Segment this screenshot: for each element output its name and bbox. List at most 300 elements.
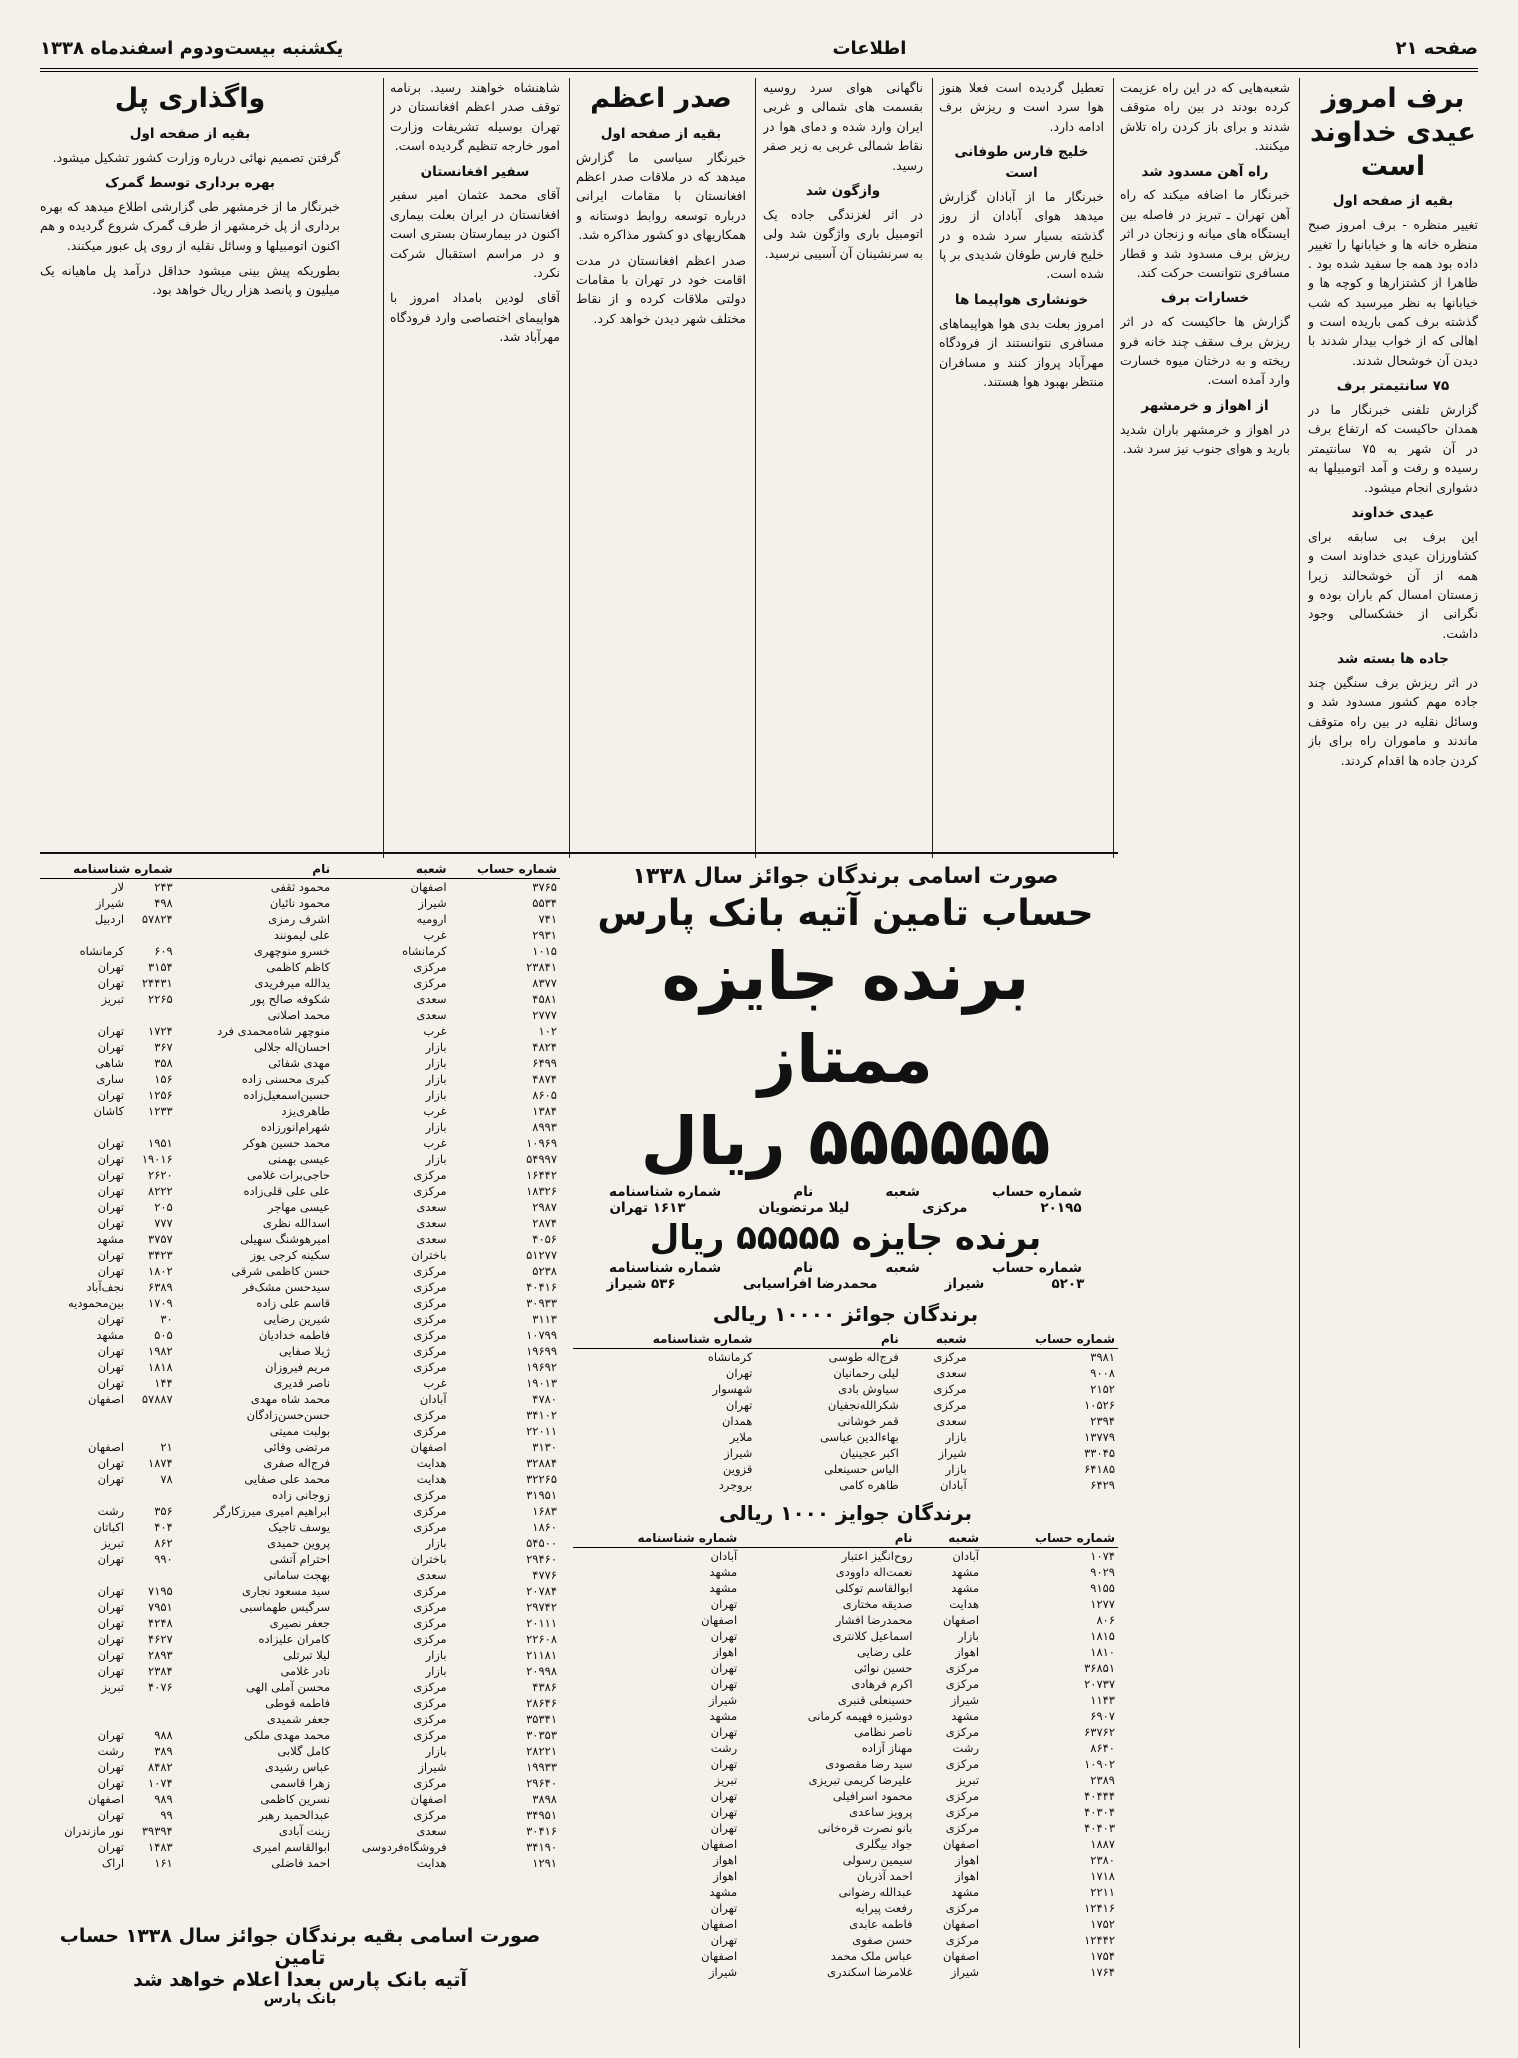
table-cell: مرکزی [413, 1360, 447, 1374]
table-cell: ۱۸۶۰ [532, 1520, 557, 1534]
table-row [40, 1007, 560, 1023]
table-cell: کامران علیزاده [258, 1632, 331, 1646]
table-cell: باختران [411, 1248, 447, 1262]
table-row [40, 1727, 560, 1743]
table-row [40, 1679, 560, 1695]
table-cell: ۵۷۸۲۴ [141, 912, 173, 926]
ten-thousand-table [573, 1330, 1118, 1493]
table-cell: تهران [710, 1676, 738, 1691]
table-cell: ۱۵۶ [154, 1072, 173, 1086]
table-cell: تبریز [101, 1680, 125, 1694]
table-cell: سکینه کرجی یوز [250, 1248, 331, 1262]
article-paragraph: صدر اعظم افغانستان در مدت اقامت خود در تهران با مقامات دولتی ملاقات کرده و از نقاط مختلف شهر دیدن خواهد کرد. [576, 252, 746, 326]
table-cell: تهران [97, 1760, 125, 1774]
table-cell: مرکزی [945, 1788, 980, 1803]
table-cell: پروین حمیدی [267, 1536, 331, 1550]
table-cell: طاهری‌یزد [281, 1104, 331, 1118]
table-cell: بازار [425, 1744, 447, 1758]
table-cell: علی علی قلی‌زاده [243, 1184, 331, 1198]
table-cell: ۱۴۸۳ [148, 1840, 173, 1854]
table-cell: ۲۸۶۴۶ [526, 1696, 557, 1710]
col-header-branch: شعبه [916, 1529, 983, 1548]
table-row [40, 1103, 560, 1119]
table-cell: اصفهان [88, 1392, 125, 1406]
table-cell: بازار [958, 1628, 980, 1643]
col-header-id: شماره شناسنامه [573, 1529, 740, 1548]
table-row [573, 1461, 1118, 1477]
table-cell: ژیلا صفایی [278, 1344, 331, 1358]
table-cell: ۵۲۳۸ [532, 1264, 557, 1278]
table-cell: حسینعلی قنبری [837, 1692, 913, 1707]
table-cell: ۲۳۸۴۱ [526, 960, 557, 974]
table-cell: ۹۹۰ [154, 1552, 173, 1566]
table-cell: نادر غلامی [280, 1664, 331, 1678]
table-cell: تهران [710, 1660, 738, 1675]
table-cell: غرب [423, 1376, 447, 1390]
table-cell: تهران [97, 1088, 125, 1102]
table-cell: مرکزی [945, 1676, 980, 1691]
table-cell: علیرضا کریمی تبریزی [808, 1772, 913, 1787]
table-cell: ۳۱۵۴ [148, 960, 173, 974]
table-row [40, 1183, 560, 1199]
table-cell: محسن آملی الهی [245, 1680, 331, 1694]
table-cell: فاطمه خدادیان [258, 1328, 331, 1342]
table-cell: فاطمه عابدی [849, 1916, 913, 1931]
table-cell: تهران [97, 1040, 125, 1054]
table-cell: مرکزی [945, 1756, 980, 1771]
table-cell: هدایت [949, 1596, 980, 1611]
table-cell [40, 1695, 127, 1711]
table-cell: مرکزی [413, 1520, 447, 1534]
table-row [40, 879, 560, 896]
col-header-name: نام [755, 1330, 901, 1349]
table-cell: روح‌انگیز اعتبار [841, 1548, 913, 1563]
table-cell: ۹۰۰۸ [1090, 1365, 1115, 1380]
column-rule [1299, 78, 1300, 2048]
table-cell: مرکزی [413, 1312, 447, 1326]
table-row [40, 1599, 560, 1615]
table-cell: اهواز [955, 1868, 980, 1883]
article-cold [763, 78, 923, 848]
table-cell: سعدی [416, 1008, 447, 1022]
table-cell: تهران [710, 1820, 738, 1835]
table-cell: علی لیمونند [273, 928, 331, 942]
winner-header [573, 1184, 1118, 1200]
table-cell: ۱۴۴ [154, 1376, 173, 1390]
table-cell: ۳۰۳۵۳ [526, 1728, 557, 1742]
lottery-main [573, 860, 1118, 1980]
table-row [40, 1407, 560, 1423]
table-cell: ۷۸ [160, 1472, 173, 1486]
table-row [573, 1365, 1118, 1381]
table-cell: ۵۰۵ [154, 1328, 173, 1342]
table-cell: تهران [97, 1136, 125, 1150]
table-row [573, 1916, 1118, 1932]
subheading: ۷۵ سانتیمتر برف [1336, 378, 1450, 395]
article-snow-cont [1120, 78, 1290, 1378]
table-row [40, 1823, 560, 1839]
table-cell: ۳۹۳۹۴ [141, 1824, 173, 1838]
table-cell: کبری محسنی زاده [241, 1072, 331, 1086]
table-cell: مرکزی [945, 1820, 980, 1835]
table-cell: ۱۰۲ [538, 1024, 557, 1038]
table-cell: ۹۰۲۹ [1090, 1564, 1115, 1579]
table-cell: ۳۲۲۶۵ [526, 1472, 557, 1486]
table-cell: ۲۶۲۰ [148, 1168, 173, 1182]
table-cell: ملایر [729, 1429, 753, 1444]
issue-date: یکشنبه بیست‌ودوم اسفندماه ۱۳۳۸ [40, 37, 344, 59]
table-cell: فرج‌اله طوسی [828, 1349, 899, 1364]
col-header-account: شماره حساب [970, 1330, 1118, 1349]
article-paragraph: شاهنشاه خواهند رسید. برنامه توقف صدر اعظم افغانستان در تهران بوسیله تشریفات وزارت امور خارجه تنظیم گردیده است. [390, 80, 560, 154]
table-cell: خسرو منوچهری [253, 944, 331, 958]
page-number: صفحه ۲۱ [1395, 37, 1478, 59]
table-cell: ۱۷۱۸ [1090, 1868, 1115, 1883]
table-cell: ۴۰۷۶ [148, 1680, 173, 1694]
table-cell: ۳۸۹۸ [532, 1792, 557, 1806]
table-cell: اصفهان [88, 1440, 125, 1454]
table-cell: طاهره کامی [839, 1477, 899, 1492]
table-cell: آبادان [710, 1548, 738, 1563]
table-cell: مرکزی [413, 1408, 447, 1422]
table-cell: غرب [423, 1136, 447, 1150]
table-cell: تهران [710, 1596, 738, 1611]
lottery-winners-section [40, 860, 1118, 2007]
table-cell: ۲۸۲۲۱ [526, 1744, 557, 1758]
table-cell: سعدی [416, 1200, 447, 1214]
table-cell: مرکزی [933, 1381, 967, 1396]
table-cell: ۱۳۷۷۹ [1084, 1429, 1115, 1444]
table-cell: کرمانشاه [402, 944, 447, 958]
table-row [40, 1295, 560, 1311]
table-cell: مرکزی [413, 1728, 447, 1742]
table-row [40, 1151, 560, 1167]
subheading: بهره برداری توسط گمرک [104, 175, 275, 192]
table-row [40, 1087, 560, 1103]
table-cell: تهران [97, 1552, 125, 1566]
table-cell: مرکزی [413, 1296, 447, 1310]
headline-snow: برف امروز عیدی خداوند است [1309, 83, 1477, 182]
table-cell: تهران [97, 1472, 125, 1486]
table-cell: ۳۵۶ [154, 1504, 173, 1518]
table-cell: مرکزی [413, 1776, 447, 1790]
table-cell: ۴۸۲۴ [532, 1040, 557, 1054]
table-cell: اهواز [955, 1852, 980, 1867]
table-cell: تهران [97, 1840, 125, 1854]
table-cell: ۷۱۹۵ [148, 1584, 173, 1598]
table-cell: مشهد [709, 1884, 738, 1899]
table-cell: ۳۱۳۰ [532, 1440, 557, 1454]
table-cell [127, 1567, 176, 1583]
subheading: خونشاری هواپیما ها [954, 291, 1089, 308]
table-cell: مشهد [709, 1564, 738, 1579]
table-cell: ۱۹۶۹۲ [526, 1360, 557, 1374]
table-cell: بازار [425, 1152, 447, 1166]
table-row [573, 1628, 1118, 1644]
table-cell: ۳۴۲۳ [148, 1248, 173, 1262]
table-cell: ۱۰۹۰۲ [1084, 1756, 1115, 1771]
table-row [573, 1612, 1118, 1628]
table-cell: جواد بیگلری [855, 1836, 913, 1851]
lottery-bank: حساب تامین آتیه بانک پارس [597, 893, 1094, 934]
continued-note: بقیه از صفحه اول [129, 125, 251, 142]
table-cell: زینت آبادی [278, 1824, 331, 1838]
table-row [40, 1791, 560, 1807]
table-cell: اصفهان [88, 1792, 125, 1806]
col-header-name: نام [740, 1529, 915, 1548]
column-rule [1113, 78, 1114, 858]
table-cell: کامل گلابی [277, 1744, 331, 1758]
article-paragraph: تعطیل گردیده است فعلا هنوز هوا سرد است و ریزش برف ادامه دارد. [939, 80, 1104, 134]
table-cell: مرکزی [945, 1724, 980, 1739]
table-cell: ۱۶۸۳ [532, 1504, 557, 1518]
table-cell: شیرین رضایی [263, 1312, 331, 1326]
table-cell: ۳۴۱۰۲ [526, 1408, 557, 1422]
table-cell: ۸۴۸۲ [148, 1760, 173, 1774]
table-cell: اهواز [955, 1644, 980, 1659]
table-row [573, 1445, 1118, 1461]
table-cell: مرکزی [413, 1808, 447, 1822]
table-cell: امیرهوشنگ سهیلی [240, 1232, 331, 1246]
table-cell: ۱۲۴۴۲ [1084, 1932, 1115, 1947]
article-afghan [390, 78, 560, 848]
table-cell [40, 1119, 127, 1135]
table-cell: مرکزی [413, 1344, 447, 1358]
table-cell: ۲۰۱۱۱ [526, 1616, 557, 1630]
table-cell: تهران [710, 1724, 738, 1739]
table-cell: ۶۰۹ [154, 944, 173, 958]
table-cell: نسرین کاظمی [260, 1792, 331, 1806]
subheading: سفیر افغانستان [420, 163, 530, 180]
table-cell: قمر خوشانی [837, 1413, 899, 1428]
table-cell: مرکزی [413, 1696, 447, 1710]
table-cell: ۳۶۸۵۱ [1084, 1660, 1115, 1675]
table-cell: ۵۴۵۰۰ [526, 1536, 557, 1550]
table-row [40, 1343, 560, 1359]
article-paragraph: خبرنگار ما از آبادان گزارش میدهد هوای آبادان از روز گذشته بسیار سرد شده و در خلیج فارس طوفان شدیدی بر پا شده است. [939, 188, 1104, 282]
table-cell: سعدی [936, 1365, 967, 1380]
table-cell: حسین نوائی [854, 1660, 913, 1675]
column-rule [755, 78, 756, 858]
table-row [40, 1663, 560, 1679]
table-row [40, 1247, 560, 1263]
table-cell: تهران [97, 1184, 125, 1198]
table-cell: تهران [97, 1312, 125, 1326]
table-cell: اصفهان [942, 1612, 980, 1627]
subheading: خسارات برف [1160, 290, 1250, 307]
table-cell [127, 1711, 176, 1727]
table-cell: رشت [97, 1744, 125, 1758]
table-cell: ۲۸۹۳ [148, 1648, 173, 1662]
table-cell: ۱۲۷۷ [1090, 1596, 1115, 1611]
table-cell: تبریز [714, 1772, 738, 1787]
table-cell: ۱۰۷۹۹ [526, 1328, 557, 1342]
table-cell: بازار [425, 1072, 447, 1086]
table-cell: ناصر قدیری [273, 1376, 331, 1390]
table-cell: ۸۹۹۳ [532, 1120, 557, 1134]
table-cell: ۱۸۰۲ [148, 1264, 173, 1278]
table-row [40, 959, 560, 975]
table-cell: بولبت ممیتی [269, 1424, 331, 1438]
table-cell: جعفر نصیری [269, 1616, 331, 1630]
table-row [573, 1964, 1118, 1980]
table-cell: ۲۲۶۵ [148, 992, 173, 1006]
table-cell: تهران [710, 1804, 738, 1819]
table-cell: تهران [710, 1628, 738, 1643]
table-cell: تبریز [956, 1772, 980, 1787]
table-cell: ۳۵۳۴۱ [526, 1712, 557, 1726]
table-cell: ۲۳۸۰ [1090, 1852, 1115, 1867]
footer-line: صورت اسامی بقیه برندگان جوائز سال ۱۳۳۸ حساب تامین [59, 1925, 541, 1969]
table-cell: بازار [425, 1088, 447, 1102]
table-row [40, 1135, 560, 1151]
table-cell: شهسوار [712, 1381, 753, 1396]
table-cell: ۱۰۵۲۶ [1084, 1397, 1115, 1412]
table-cell: اهواز [713, 1868, 738, 1883]
table-row [40, 1199, 560, 1215]
table-cell: ۸۶۲ [154, 1536, 173, 1550]
table-cell: احمد آذربان [856, 1868, 913, 1883]
table-cell: مرکزی [945, 1660, 980, 1675]
table-cell: ۸۲۲۲ [148, 1184, 173, 1198]
table-row [40, 1647, 560, 1663]
table-row [40, 1263, 560, 1279]
table-cell: ۳۰ [160, 1312, 173, 1326]
table-row [573, 1708, 1118, 1724]
table-cell: ناصر نظامی [854, 1724, 913, 1739]
table-cell: ۲۲۰۱۱ [526, 1424, 557, 1438]
table-cell: مرکزی [413, 1328, 447, 1342]
table-cell: ۲۱۵۲ [1090, 1381, 1115, 1396]
table-cell: ۳۴۱۹۰ [526, 1840, 557, 1854]
grand-prize-label: برنده جایزه ممتاز [661, 938, 1030, 1098]
table-cell: بروجرد [718, 1477, 753, 1492]
table-cell: ۳۱۹۵۱ [526, 1488, 557, 1502]
table-row [573, 1836, 1118, 1852]
table-cell: تهران [97, 1456, 125, 1470]
table-cell: ۴۸۷۴ [532, 1072, 557, 1086]
table-cell: اکبر عجینیان [839, 1445, 899, 1460]
table-row [573, 1724, 1118, 1740]
continued-note: بقیه از صفحه اول [600, 125, 722, 142]
table-cell: ۱۸۱۸ [148, 1360, 173, 1374]
table-cell: ۴۵۸۱ [532, 992, 557, 1006]
table-cell: ۶۹۰۷ [1090, 1708, 1115, 1723]
table-cell: آبادان [952, 1548, 980, 1563]
table-cell: ۱۲۵۶ [148, 1088, 173, 1102]
table-cell [127, 1423, 176, 1439]
table-cell: ۳۷۵۷ [148, 1232, 173, 1246]
table-row [40, 1071, 560, 1087]
table-cell: ۷۹۵۱ [148, 1600, 173, 1614]
table-cell: ۳۸۹ [154, 1744, 173, 1758]
table-cell: عبدالحمید رهبر [258, 1808, 331, 1822]
table-row [40, 1743, 560, 1759]
article-paragraph: این برف بی سابقه برای کشاورزان عیدی خداوند است و همه از آن خوشحالند زیرا زمستان امسال کم باران بوده و نگرانی از خشکسالی وجود داشت. [1308, 528, 1478, 641]
table-cell: ساری [96, 1072, 125, 1086]
table-cell: ۳۴۹۵۱ [526, 1808, 557, 1822]
table-row [40, 1695, 560, 1711]
table-row [40, 1567, 560, 1583]
table-row [40, 1359, 560, 1375]
table-cell: تهران [710, 1788, 738, 1803]
table-cell: سید رضا مقصودی [825, 1756, 913, 1771]
second-winner-header [573, 1260, 1118, 1276]
table-row [40, 1615, 560, 1631]
table-cell: اصفهان [410, 880, 447, 894]
table-cell: غرب [423, 1024, 447, 1038]
table-cell: ۲۲۱۱ [1090, 1884, 1115, 1899]
section-divider [40, 852, 1118, 854]
table-cell [40, 1407, 127, 1423]
cell: ۲۰۱۹۵ [1040, 1199, 1082, 1216]
table-cell: ۵۵۳۴ [532, 896, 557, 910]
table-cell: تهران [97, 1376, 125, 1390]
table-cell: پرویز ساعدی [849, 1804, 913, 1819]
table-cell: مشهد [951, 1884, 980, 1899]
table-cell: اراک [101, 1856, 125, 1870]
table-cell: شیراز [418, 896, 447, 910]
table-cell: مرکزی [933, 1397, 967, 1412]
table-row [573, 1740, 1118, 1756]
table-cell: محمود نائیان [269, 896, 331, 910]
table-cell: اصفهان [942, 1948, 980, 1963]
table-row [40, 1855, 560, 1871]
table-row [573, 1868, 1118, 1884]
article-paragraph: خبرنگار ما از خرمشهر طی گزارشی اطلاع میدهد که بهره برداری از پل خرمشهر از طرف گمرک شروع گردیده و هم اکنون اتومبیلها و وسائل نقلیه از روی پل عبور میکنند. [40, 198, 340, 253]
table-cell: ۴۰۵۶ [532, 1232, 557, 1246]
table-cell: سعدی [416, 1232, 447, 1246]
table-row [40, 1423, 560, 1439]
table-cell: بازار [425, 1040, 447, 1054]
table-cell [40, 1423, 127, 1439]
table-cell: یدالله میرفریدی [254, 976, 331, 990]
table-row [573, 1660, 1118, 1676]
table-cell: سیاوش بادی [838, 1381, 899, 1396]
table-cell: زوجانی زاده [272, 1488, 331, 1502]
table-cell: فروشگاه‌فردوسی [361, 1840, 447, 1854]
table-cell: جعفر شمیدی [266, 1712, 331, 1726]
subheading: جاده ها بسته شد [1337, 651, 1449, 668]
table-cell: مریم فیروزان [265, 1360, 331, 1374]
table-cell: شیراز [708, 1692, 738, 1707]
table-cell: بین‌محمودیه [67, 1296, 125, 1310]
table-cell: ۲۱ [160, 1440, 173, 1454]
table-cell: ۴۷۸۰ [532, 1392, 557, 1406]
table-cell: تهران [97, 1200, 125, 1214]
table-cell: اردبیل [94, 912, 125, 926]
table-cell: اصفهان [942, 1916, 980, 1931]
table-cell: شیراز [950, 1692, 980, 1707]
table-cell [40, 927, 127, 943]
table-cell: ۱۷۶۴ [1090, 1964, 1115, 1979]
table-cell: شیراز [418, 1760, 447, 1774]
table-row [40, 1535, 560, 1551]
table-cell: ۱۶۴۴۲ [526, 1168, 557, 1182]
article-paragraph: گزارش ها حاکیست که در اثر ریزش برف سقف چند خانه فرو ریخته و به درختان میوه خسارت وارد آمده است. [1120, 314, 1290, 388]
table-row [573, 1580, 1118, 1596]
table-cell: تهران [725, 1365, 753, 1380]
table-cell: نور مازندران [64, 1824, 125, 1838]
table-cell: حسن کاظمی شرقی [231, 1264, 331, 1278]
table-cell: ۱۷۵۲ [1090, 1916, 1115, 1931]
table-cell: ۲۳۸۴ [148, 1664, 173, 1678]
col-header-id: شماره شناسنامه [40, 860, 176, 879]
subheading: از اهواز و خرمشهر [1141, 397, 1269, 414]
table-cell: ابوالقاسم امیری [252, 1840, 331, 1854]
table-cell: ۴۶۲۷ [148, 1632, 173, 1646]
table-cell: ۲۴۴۳۱ [141, 976, 173, 990]
